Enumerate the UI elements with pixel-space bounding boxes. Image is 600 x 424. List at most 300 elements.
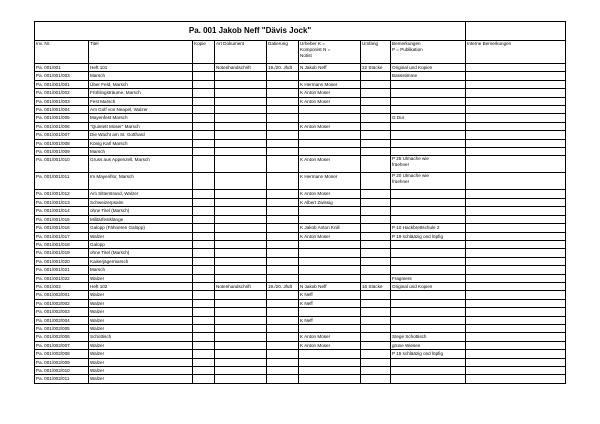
cell-titel: Schottisch	[89, 333, 193, 341]
cell-bemerkungen	[391, 148, 466, 156]
cell-bemerkungen	[391, 198, 466, 206]
cell-umfang	[361, 106, 391, 114]
table-row	[35, 89, 566, 97]
cell-titel: Mayenfest Marsch	[89, 114, 193, 122]
cell-inv: Pa. 001/001/001	[35, 80, 89, 88]
cell-inv: Pa. 001/002/007	[35, 341, 89, 349]
cell-titel: Walzer	[89, 308, 193, 316]
cell-inv: Pa. 001/001/002	[35, 89, 89, 97]
cell-datierung: 19./20. Jhdt	[267, 64, 299, 72]
cell-datierung	[267, 367, 299, 375]
cell-bemerkungen-line2: früehner	[392, 162, 410, 168]
cell-inv: Pa. 001/001/015	[35, 215, 89, 223]
cell-kopie	[193, 97, 215, 105]
cell-titel: Walzer	[89, 341, 193, 349]
cell-kopie	[193, 316, 215, 324]
cell-intern	[466, 341, 566, 349]
cell-datierung	[267, 122, 299, 130]
cell-umfang	[361, 299, 391, 307]
table-row	[35, 106, 566, 114]
cell-inv: Pa. 001/001/020	[35, 257, 89, 265]
cell-kopie	[193, 358, 215, 366]
cell-umfang	[361, 367, 391, 375]
cell-art	[215, 215, 267, 223]
cell-datierung	[267, 249, 299, 257]
cell-urheber	[299, 106, 361, 114]
table-row	[35, 122, 566, 130]
cell-titel: Über Feld, Marsch	[89, 80, 193, 88]
cell-intern	[466, 266, 566, 274]
cell-urheber	[299, 274, 361, 282]
cell-inv: Pa. 001/001/006	[35, 122, 89, 130]
cell-urheber	[299, 215, 361, 223]
cell-intern	[466, 64, 566, 72]
cell-bemerkungen	[391, 299, 466, 307]
cell-inv: Pa. 001/001/003	[35, 72, 89, 80]
table-row	[35, 156, 566, 173]
cell-titel: Gruss aus Appenzell, Marsch	[89, 156, 193, 173]
cell-art	[215, 190, 267, 198]
cell-datierung	[267, 240, 299, 248]
cell-intern	[466, 131, 566, 139]
cell-kopie	[193, 148, 215, 156]
cell-inv: Pa. 001/001/005	[35, 114, 89, 122]
cell-titel: Walzer	[89, 358, 193, 366]
table-row	[35, 350, 566, 358]
cell-kopie	[193, 224, 215, 232]
table-row	[35, 358, 566, 366]
cell-inv: Pa. 001/002/009	[35, 358, 89, 366]
cell-urheber	[299, 139, 361, 147]
cell-intern	[466, 89, 566, 97]
cell-titel: Heft 102	[89, 282, 193, 290]
cell-urheber	[299, 131, 361, 139]
cell-urheber	[299, 207, 361, 215]
table-row	[35, 240, 566, 248]
cell-intern	[466, 350, 566, 358]
cell-art: Notenhandschrift	[215, 282, 267, 290]
cell-inv: Pa. 001/001/021	[35, 266, 89, 274]
cell-urheber	[299, 240, 361, 248]
cell-art	[215, 333, 267, 341]
cell-urheber	[299, 266, 361, 274]
cell-umfang	[361, 324, 391, 332]
cell-titel: König Karl Marsch	[89, 139, 193, 147]
cell-bemerkungen	[391, 249, 466, 257]
cell-kopie	[193, 282, 215, 290]
cell-kopie	[193, 324, 215, 332]
cell-intern	[466, 72, 566, 80]
table-row	[35, 97, 566, 105]
cell-titel: Kaiserjägermarsch	[89, 257, 193, 265]
cell-art	[215, 232, 267, 240]
cell-urheber	[299, 367, 361, 375]
cell-titel: Schweizerpsalm	[89, 198, 193, 206]
cell-umfang	[361, 266, 391, 274]
cell-inv: Pa. 001/001/014	[35, 207, 89, 215]
cell-intern	[466, 148, 566, 156]
table-row	[35, 367, 566, 375]
cell-bemerkungen	[391, 131, 466, 139]
table-row	[35, 232, 566, 240]
cell-urheber	[299, 324, 361, 332]
cell-art	[215, 358, 267, 366]
table-row	[35, 190, 566, 198]
cell-bemerkungen	[391, 316, 466, 324]
cell-intern	[466, 333, 566, 341]
cell-umfang	[361, 173, 391, 190]
cell-inv: Pa. 001/002/005	[35, 324, 89, 332]
table-row	[35, 207, 566, 215]
cell-datierung	[267, 316, 299, 324]
cell-art	[215, 350, 267, 358]
cell-art	[215, 299, 267, 307]
cell-urheber: K Anton Moser	[299, 232, 361, 240]
cell-umfang	[361, 139, 391, 147]
header-inv: Inv. Nr.	[35, 41, 89, 64]
cell-urheber: K Anton Moser	[299, 97, 361, 105]
cell-umfang: 16 Stücke	[361, 282, 391, 290]
table-row	[35, 316, 566, 324]
cell-kopie	[193, 198, 215, 206]
cell-datierung	[267, 97, 299, 105]
cell-datierung	[267, 114, 299, 122]
cell-umfang	[361, 274, 391, 282]
cell-kopie	[193, 80, 215, 88]
table-row	[35, 249, 566, 257]
cell-urheber: K Anton Moser	[299, 333, 361, 341]
cell-urheber: K Albert Zwissig	[299, 198, 361, 206]
cell-datierung	[267, 131, 299, 139]
cell-bemerkungen	[391, 215, 466, 223]
cell-inv: Pa. 001/001/022	[35, 274, 89, 282]
cell-urheber	[299, 375, 361, 383]
cell-datierung	[267, 207, 299, 215]
cell-bemerkungen	[391, 291, 466, 299]
cell-art	[215, 375, 267, 383]
cell-datierung	[267, 257, 299, 265]
cell-urheber: K Hermann Moser	[299, 80, 361, 88]
cell-inv: Pa. 001/001/007	[35, 131, 89, 139]
cell-inv: Pa. 001/001/012	[35, 190, 89, 198]
cell-art	[215, 106, 267, 114]
cell-inv: Pa. 001/002/003	[35, 308, 89, 316]
cell-umfang	[361, 72, 391, 80]
table-row	[35, 215, 566, 223]
cell-titel: Heft 101	[89, 64, 193, 72]
cell-art	[215, 198, 267, 206]
cell-inv: Pa. 001/002/001	[35, 291, 89, 299]
cell-urheber: N Jakob Neff	[299, 64, 361, 72]
cell-art	[215, 114, 267, 122]
header-row	[35, 41, 566, 64]
cell-umfang	[361, 350, 391, 358]
cell-inv: Pa. 001/001/013	[35, 198, 89, 206]
cell-bemerkungen	[391, 367, 466, 375]
table-row	[35, 266, 566, 274]
cell-kopie	[193, 106, 215, 114]
cell-intern	[466, 367, 566, 375]
cell-inv: Pa. 001/001	[35, 64, 89, 72]
cell-kopie	[193, 308, 215, 316]
cell-kopie	[193, 266, 215, 274]
table-row	[35, 333, 566, 341]
cell-datierung	[267, 148, 299, 156]
cell-titel: Walzer	[89, 316, 193, 324]
cell-umfang	[361, 375, 391, 383]
cell-kopie	[193, 291, 215, 299]
cell-bemerkungen: Stege Schottisch	[391, 333, 466, 341]
header-urheber-line1: Urheber K =	[300, 41, 325, 46]
cell-inv: Pa. 001/002/010	[35, 367, 89, 375]
cell-kopie	[193, 190, 215, 198]
table-row	[35, 139, 566, 147]
cell-urheber: K Hermann Moser	[299, 173, 361, 190]
cell-datierung	[267, 173, 299, 190]
sheet-title: Pa. 001 Jakob Neff "Dävis Jock"	[35, 22, 466, 41]
cell-inv: Pa. 001/001/017	[35, 232, 89, 240]
cell-bemerkungen	[391, 358, 466, 366]
cell-bemerkungen: grüne Wiesen	[391, 341, 466, 349]
cell-titel: Galopp	[89, 240, 193, 248]
cell-datierung	[267, 308, 299, 316]
cell-datierung	[267, 274, 299, 282]
cell-kopie	[193, 156, 215, 173]
cell-titel: Walzer	[89, 291, 193, 299]
cell-titel: Walzer	[89, 274, 193, 282]
cell-intern	[466, 291, 566, 299]
cell-intern	[466, 308, 566, 316]
header-kopie: Kopie	[193, 41, 215, 64]
cell-datierung	[267, 224, 299, 232]
cell-umfang	[361, 249, 391, 257]
cell-bemerkungen-line2: früehner	[392, 179, 410, 185]
cell-umfang	[361, 257, 391, 265]
cell-intern	[466, 299, 566, 307]
cell-bemerkungen: P 15 schlääzig ond löpfig	[391, 350, 466, 358]
cell-inv: Pa. 001/001/009	[35, 148, 89, 156]
table-row	[35, 148, 566, 156]
cell-bemerkungen: P 10 Hackbrettschule 2	[391, 224, 466, 232]
cell-inv: Pa. 001/001/010	[35, 156, 89, 173]
cell-datierung	[267, 80, 299, 88]
cell-umfang	[361, 198, 391, 206]
cell-inv: Pa. 001/002/008	[35, 350, 89, 358]
cell-umfang	[361, 80, 391, 88]
cell-urheber: K Anton Moser	[299, 122, 361, 130]
cell-bemerkungen-line1: P 25 Ulmache wie	[392, 156, 429, 162]
header-bemerkungen	[391, 41, 466, 64]
cell-kopie	[193, 341, 215, 349]
cell-titel: Die Wacht am St. Gotthard	[89, 131, 193, 139]
cell-inv: Pa. 001/002/004	[35, 316, 89, 324]
cell-kopie	[193, 215, 215, 223]
cell-art	[215, 341, 267, 349]
cell-intern	[466, 282, 566, 290]
cell-bemerkungen	[391, 375, 466, 383]
header-bem-line2: P = Publikation	[392, 47, 423, 52]
cell-bemerkungen: Fragment	[391, 274, 466, 282]
cell-titel: Marsch	[89, 148, 193, 156]
cell-art	[215, 139, 267, 147]
cell-titel: Am Sitterstrand, Walzer	[89, 190, 193, 198]
cell-datierung	[267, 156, 299, 173]
cell-kopie	[193, 207, 215, 215]
header-urheber	[299, 41, 361, 64]
table-row	[35, 80, 566, 88]
cell-art	[215, 156, 267, 173]
cell-art	[215, 316, 267, 324]
cell-intern	[466, 122, 566, 130]
cell-datierung	[267, 106, 299, 114]
header-urheber-line3: Notist	[300, 53, 312, 58]
table-row	[35, 257, 566, 265]
cell-umfang	[361, 114, 391, 122]
cell-kopie	[193, 240, 215, 248]
cell-datierung	[267, 89, 299, 97]
cell-titel: Walzer	[89, 324, 193, 332]
cell-urheber	[299, 358, 361, 366]
cell-umfang	[361, 207, 391, 215]
cell-bemerkungen	[391, 156, 466, 173]
cell-intern	[466, 274, 566, 282]
inventory-table	[34, 21, 566, 384]
header-datierung: Datierung	[267, 41, 299, 64]
cell-umfang	[361, 97, 391, 105]
table-row	[35, 173, 566, 190]
cell-bemerkungen: Original und Kopien	[391, 282, 466, 290]
cell-art	[215, 257, 267, 265]
cell-titel: Walzer	[89, 350, 193, 358]
cell-inv: Pa. 001/001/003	[35, 97, 89, 105]
inventory-sheet	[34, 21, 565, 384]
cell-inv: Pa. 001/001/018	[35, 240, 89, 248]
cell-bemerkungen: Bassstimme	[391, 72, 466, 80]
cell-inv: Pa. 001/001/016	[35, 224, 89, 232]
cell-inv: Pa. 001/001/019	[35, 249, 89, 257]
cell-bemerkungen	[391, 89, 466, 97]
cell-umfang	[361, 341, 391, 349]
cell-bemerkungen	[391, 97, 466, 105]
cell-art	[215, 240, 267, 248]
cell-bemerkungen	[391, 324, 466, 332]
cell-urheber: K Neff	[299, 316, 361, 324]
cell-urheber: K Jakob Anton Knill	[299, 224, 361, 232]
cell-urheber: K Anton Moser	[299, 341, 361, 349]
cell-titel: "Quintett Moser" Marsch	[89, 122, 193, 130]
cell-inv: Pa. 001/002/011	[35, 375, 89, 383]
cell-umfang	[361, 156, 391, 173]
cell-kopie	[193, 333, 215, 341]
header-titel: Titel	[89, 41, 193, 64]
cell-bemerkungen	[391, 190, 466, 198]
cell-umfang	[361, 224, 391, 232]
cell-umfang	[361, 240, 391, 248]
cell-umfang	[361, 308, 391, 316]
table-row	[35, 274, 566, 282]
cell-urheber	[299, 249, 361, 257]
cell-datierung	[267, 190, 299, 198]
cell-intern	[466, 375, 566, 383]
cell-art	[215, 72, 267, 80]
cell-titel: Galopp (Fähneren Galopp)	[89, 224, 193, 232]
cell-datierung	[267, 232, 299, 240]
cell-urheber: K Neff	[299, 299, 361, 307]
cell-bemerkungen	[391, 139, 466, 147]
cell-urheber	[299, 308, 361, 316]
cell-urheber	[299, 148, 361, 156]
cell-titel: Walzer	[89, 375, 193, 383]
cell-bemerkungen	[391, 240, 466, 248]
header-urheber-line2: Komponist N =	[300, 47, 331, 52]
cell-art	[215, 324, 267, 332]
cell-kopie	[193, 367, 215, 375]
cell-urheber	[299, 114, 361, 122]
cell-inv: Pa. 001/001/008	[35, 139, 89, 147]
cell-art	[215, 173, 267, 190]
table-row	[35, 198, 566, 206]
cell-datierung	[267, 139, 299, 147]
cell-umfang	[361, 190, 391, 198]
cell-art	[215, 274, 267, 282]
cell-titel: Im Mayenflor, Marsch	[89, 173, 193, 190]
cell-bemerkungen	[391, 308, 466, 316]
cell-inv: Pa. 001/002/002	[35, 299, 89, 307]
cell-bemerkungen: Original und Kopien	[391, 64, 466, 72]
cell-intern	[466, 240, 566, 248]
cell-datierung: 19./20. Jhdt	[267, 282, 299, 290]
cell-art	[215, 224, 267, 232]
cell-intern	[466, 215, 566, 223]
cell-art: Notenhandschrift	[215, 64, 267, 72]
cell-umfang	[361, 89, 391, 97]
table-row	[35, 282, 566, 290]
cell-urheber: K Anton Moser	[299, 190, 361, 198]
cell-umfang	[361, 131, 391, 139]
cell-umfang	[361, 148, 391, 156]
cell-urheber: K Anton Moser	[299, 89, 361, 97]
cell-umfang	[361, 358, 391, 366]
cell-urheber	[299, 72, 361, 80]
cell-titel: Walzer	[89, 367, 193, 375]
cell-bemerkungen: P 19 schlääzig ond löpfig	[391, 232, 466, 240]
cell-bemerkungen	[391, 173, 466, 190]
cell-umfang	[361, 232, 391, 240]
cell-art	[215, 89, 267, 97]
cell-kopie	[193, 139, 215, 147]
cell-datierung	[267, 350, 299, 358]
cell-kopie	[193, 131, 215, 139]
cell-art	[215, 122, 267, 130]
cell-art	[215, 131, 267, 139]
cell-titel: Walzer	[89, 232, 193, 240]
cell-umfang	[361, 291, 391, 299]
cell-art	[215, 148, 267, 156]
cell-intern	[466, 224, 566, 232]
cell-bemerkungen: G Dur	[391, 114, 466, 122]
cell-titel: Fest Marsch	[89, 97, 193, 105]
cell-bemerkungen	[391, 207, 466, 215]
cell-intern	[466, 324, 566, 332]
cell-datierung	[267, 291, 299, 299]
cell-intern	[466, 80, 566, 88]
table-row	[35, 224, 566, 232]
cell-titel: Frühlingsträume, Marsch	[89, 89, 193, 97]
cell-datierung	[267, 72, 299, 80]
cell-kopie	[193, 274, 215, 282]
cell-titel: Militärfestklänge	[89, 215, 193, 223]
cell-bemerkungen	[391, 257, 466, 265]
